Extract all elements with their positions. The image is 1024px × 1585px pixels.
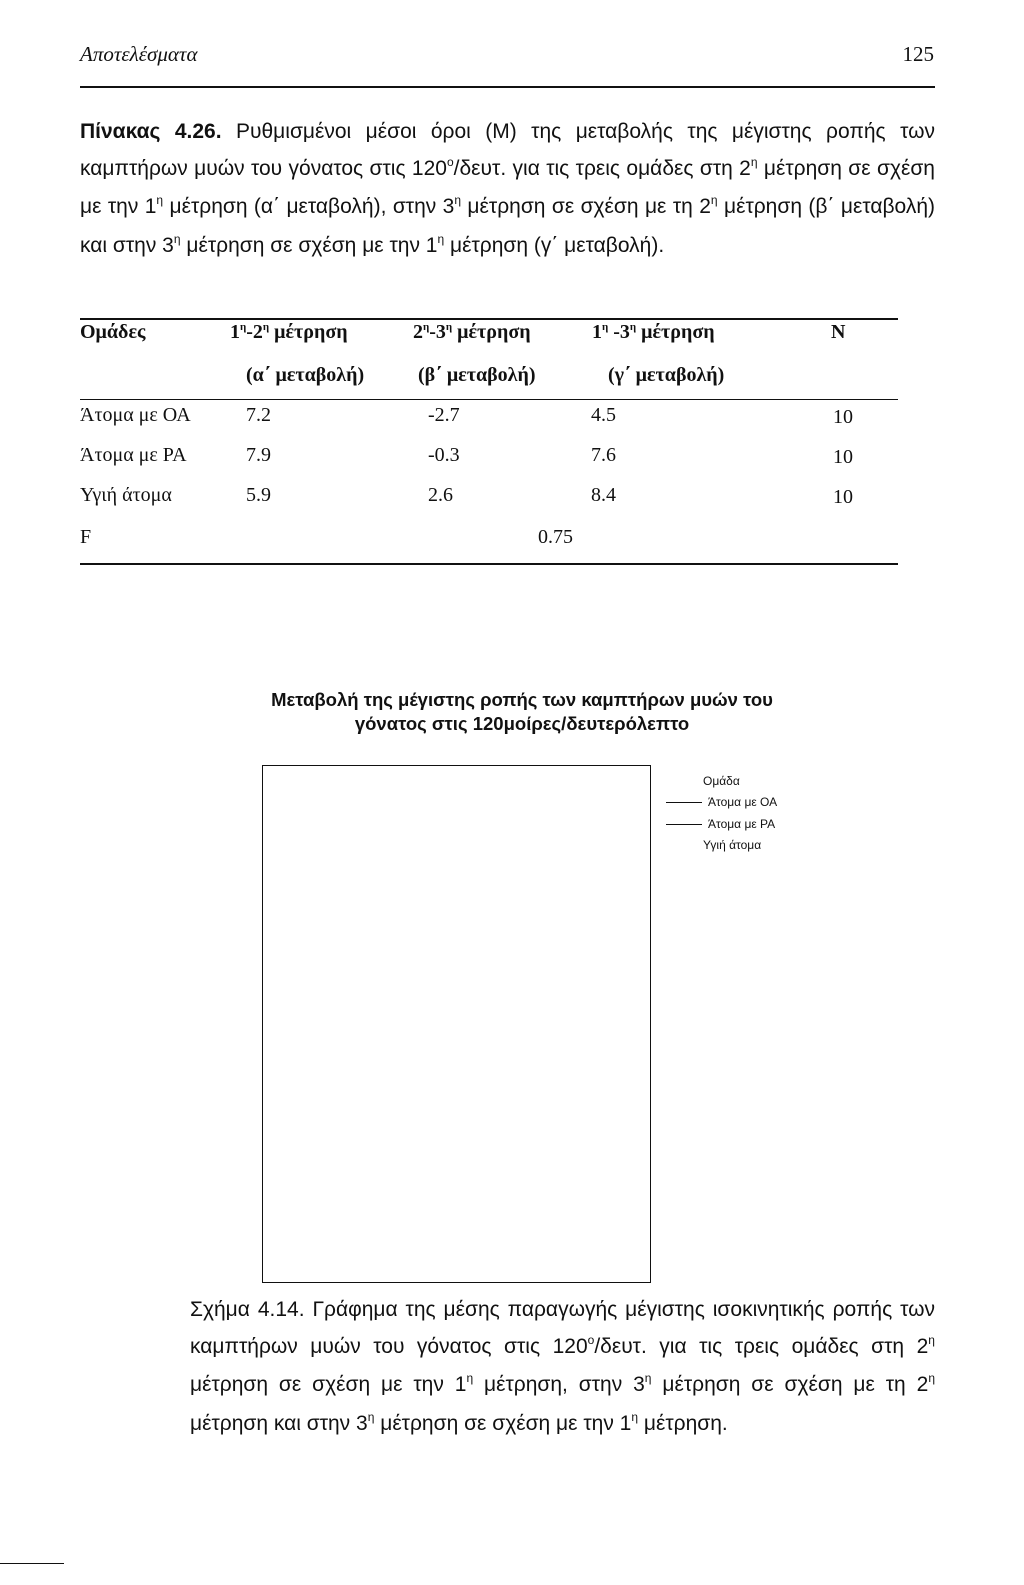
row-change-a: 7.9 xyxy=(246,444,271,466)
figure-caption-sup: η xyxy=(928,1332,935,1347)
figure-caption-sup: η xyxy=(466,1371,474,1385)
figure-caption-text: μέτρηση, στην 3 xyxy=(473,1373,645,1396)
header-change-a xyxy=(230,317,348,350)
header-change-b-sub: (β΄ μεταβολή) xyxy=(418,364,536,386)
caption-text: Ρυθμισμένοι μέσοι όροι (Μ) της μεταβολής της μέγιστης ροπής των καμπτήρων μυών του γόνατος στις 120 xyxy=(80,120,935,180)
caption-text: μέτρηση (γ΄ μεταβολή). xyxy=(444,233,665,257)
caption-sup: η xyxy=(454,193,462,207)
row-group: Υγιή άτομα xyxy=(80,484,172,506)
figure-caption-sup: ο xyxy=(587,1332,595,1347)
chart-title xyxy=(230,688,814,736)
header-sup: η xyxy=(262,321,270,333)
f-value: 0.75 xyxy=(538,526,573,548)
header-sup: η xyxy=(240,321,247,333)
row-change-a: 5.9 xyxy=(246,484,271,506)
row-n: 10 xyxy=(833,486,853,508)
figure-caption-text: Σχήμα 4.14. Γράφημα της μέσης παραγωγής μέγιστης ισοκινητικής ροπής των καμπτήρων μυών του γόνατος στις 120 xyxy=(190,1298,935,1358)
header-sup: η xyxy=(629,321,637,333)
header-sup: η xyxy=(423,321,430,333)
row-change-a: 7.2 xyxy=(246,404,271,426)
header-text: -2 xyxy=(246,321,263,343)
caption-sup: η xyxy=(173,231,181,246)
row-group: Άτομα με ΡΑ xyxy=(80,444,187,466)
figure-caption-text: μέτρηση. xyxy=(638,1411,728,1435)
row-change-c: 8.4 xyxy=(591,484,616,506)
figure-caption-text: /δευτ. για τις τρεις ομάδες στη 2 xyxy=(594,1334,929,1358)
row-change-b: -0.3 xyxy=(428,444,460,466)
header-text: -3 xyxy=(608,321,630,343)
figure-caption-text: μέτρηση σε σχέση με τη 2 xyxy=(651,1373,929,1396)
header-text: μέτρηση xyxy=(269,321,348,343)
row-change-b: -2.7 xyxy=(428,404,460,426)
header-change-c xyxy=(592,317,715,350)
page-number: 125 xyxy=(902,42,934,66)
row-n: 10 xyxy=(833,446,853,468)
caption-text: μέτρηση σε σχέση με τη 2 xyxy=(461,195,711,218)
header-groups: Ομάδες xyxy=(80,321,146,343)
footnote-rule xyxy=(0,1563,64,1564)
header-text: 2 xyxy=(413,321,423,343)
row-change-c: 4.5 xyxy=(591,404,616,426)
legend-item-ra: Άτομα με ΡΑ xyxy=(708,817,776,831)
figure-caption-sup: η xyxy=(367,1409,375,1424)
figure-caption xyxy=(190,1292,935,1444)
header-text: 1 xyxy=(230,321,240,343)
header-sup: η xyxy=(602,321,609,333)
caption-text: μέτρηση (β΄ μεταβολή) και στην 3 xyxy=(80,195,935,257)
legend-item-oa: Άτομα με ΟΑ xyxy=(708,795,778,809)
table-caption-label: Πίνακας 4.26. xyxy=(80,120,222,143)
figure-caption-text: μέτρηση σε σχέση με την 1 xyxy=(190,1373,467,1396)
caption-text: /δευτ. για τις τρεις ομάδες στη 2 xyxy=(453,156,751,180)
header-text: 1 xyxy=(592,321,602,343)
figure-caption-sup: η xyxy=(928,1371,935,1385)
row-change-b: 2.6 xyxy=(428,484,453,506)
f-label: F xyxy=(80,526,92,548)
caption-sup: η xyxy=(437,231,445,246)
header-text: μέτρηση xyxy=(452,321,531,343)
figure-caption-sup: η xyxy=(631,1409,639,1424)
row-change-c: 7.6 xyxy=(591,444,616,466)
header-text: -3 xyxy=(429,321,446,343)
legend-line-oa xyxy=(666,802,702,803)
caption-sup: η xyxy=(156,193,164,207)
header-sup: η xyxy=(445,321,453,333)
legend-title: Ομάδα xyxy=(703,774,740,788)
caption-sup: ο xyxy=(446,154,454,169)
chart-title-line: Μεταβολή της μέγιστης ροπής των καμπτήρων μυών του xyxy=(271,689,773,710)
caption-sup: η xyxy=(710,193,718,207)
caption-text: μέτρηση σε σχέση με την 1 xyxy=(180,233,438,257)
header-change-c-sub: (γ΄ μεταβολή) xyxy=(608,364,725,386)
chart-title-line: γόνατος στις 120μοίρες/δευτερόλεπτο xyxy=(354,713,690,734)
row-group: Άτομα με ΟΑ xyxy=(80,404,191,426)
figure-caption-sup: η xyxy=(644,1371,652,1385)
caption-text: μέτρηση σε σχέση με την 1 xyxy=(80,156,935,218)
header-rule xyxy=(80,86,935,88)
legend-line-ra xyxy=(666,824,702,825)
row-n: 10 xyxy=(833,406,853,428)
table-header-rule xyxy=(80,399,898,400)
caption-sup: η xyxy=(750,154,758,169)
header-change-a-sub: (α΄ μεταβολή) xyxy=(246,364,365,386)
header-n: Ν xyxy=(831,321,846,343)
figure-caption-text: μέτρηση σε σχέση με την 1 xyxy=(374,1411,632,1435)
plot-area xyxy=(262,765,651,1283)
running-title: Αποτελέσματα xyxy=(80,42,198,66)
figure-caption-text: μέτρηση και στην 3 xyxy=(190,1411,368,1435)
caption-text: μέτρηση (α΄ μεταβολή), στην 3 xyxy=(163,195,455,218)
table-bottom-rule xyxy=(80,563,898,565)
table-caption xyxy=(80,114,935,266)
header-change-b xyxy=(413,317,531,350)
legend-item-healthy: Υγιή άτομα xyxy=(703,838,762,852)
header-text: μέτρηση xyxy=(636,321,715,343)
